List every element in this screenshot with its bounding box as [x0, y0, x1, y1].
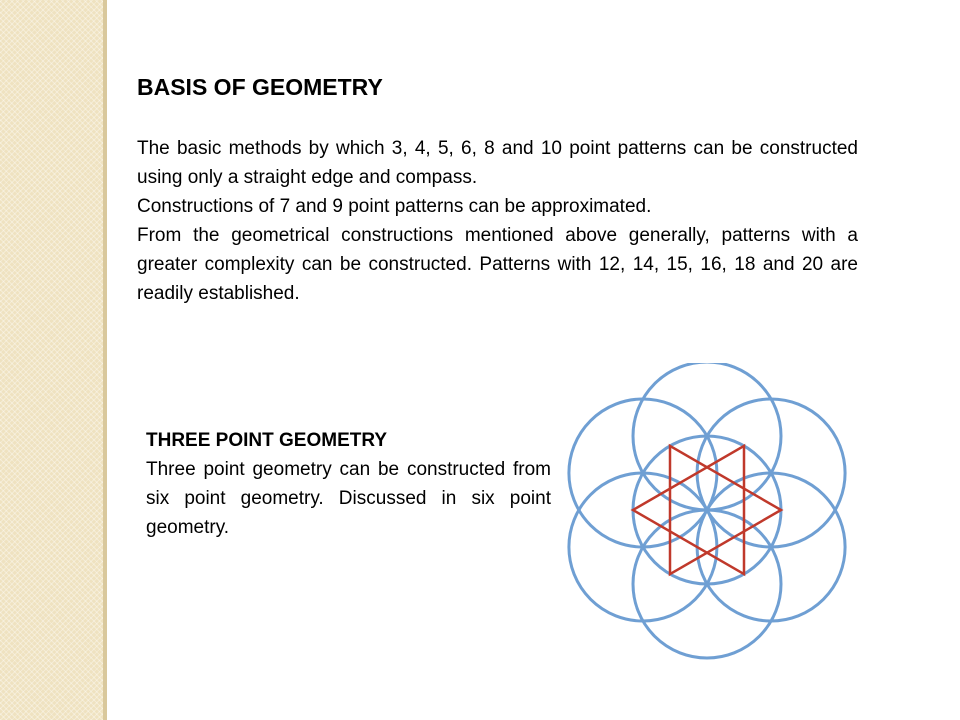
- intro-paragraph-3: From the geometrical constructions mentioned above generally, patterns with a greater complexity can be constructed. Patterns with 12, 14, 15, 16, 18 and 20 are readily established.: [137, 225, 858, 304]
- seed-of-life-diagram: [555, 363, 860, 663]
- construction-circles: [569, 363, 845, 658]
- three-point-section: [146, 426, 551, 542]
- section-body: Three point geometry can be constructed from six point geometry. Discussed in six point geometry.: [146, 459, 551, 538]
- decorative-side-strip: [0, 0, 103, 720]
- intro-paragraph-2: Constructions of 7 and 9 point patterns can be approximated.: [137, 196, 652, 217]
- section-heading: THREE POINT GEOMETRY: [146, 430, 388, 451]
- slide-title: BASIS OF GEOMETRY: [137, 74, 383, 100]
- intro-text: [137, 134, 858, 308]
- side-strip-edge: [103, 0, 107, 720]
- intro-paragraph-1: The basic methods by which 3, 4, 5, 6, 8 and 10 point patterns can be constructed using only a straight edge and compass.: [137, 138, 858, 188]
